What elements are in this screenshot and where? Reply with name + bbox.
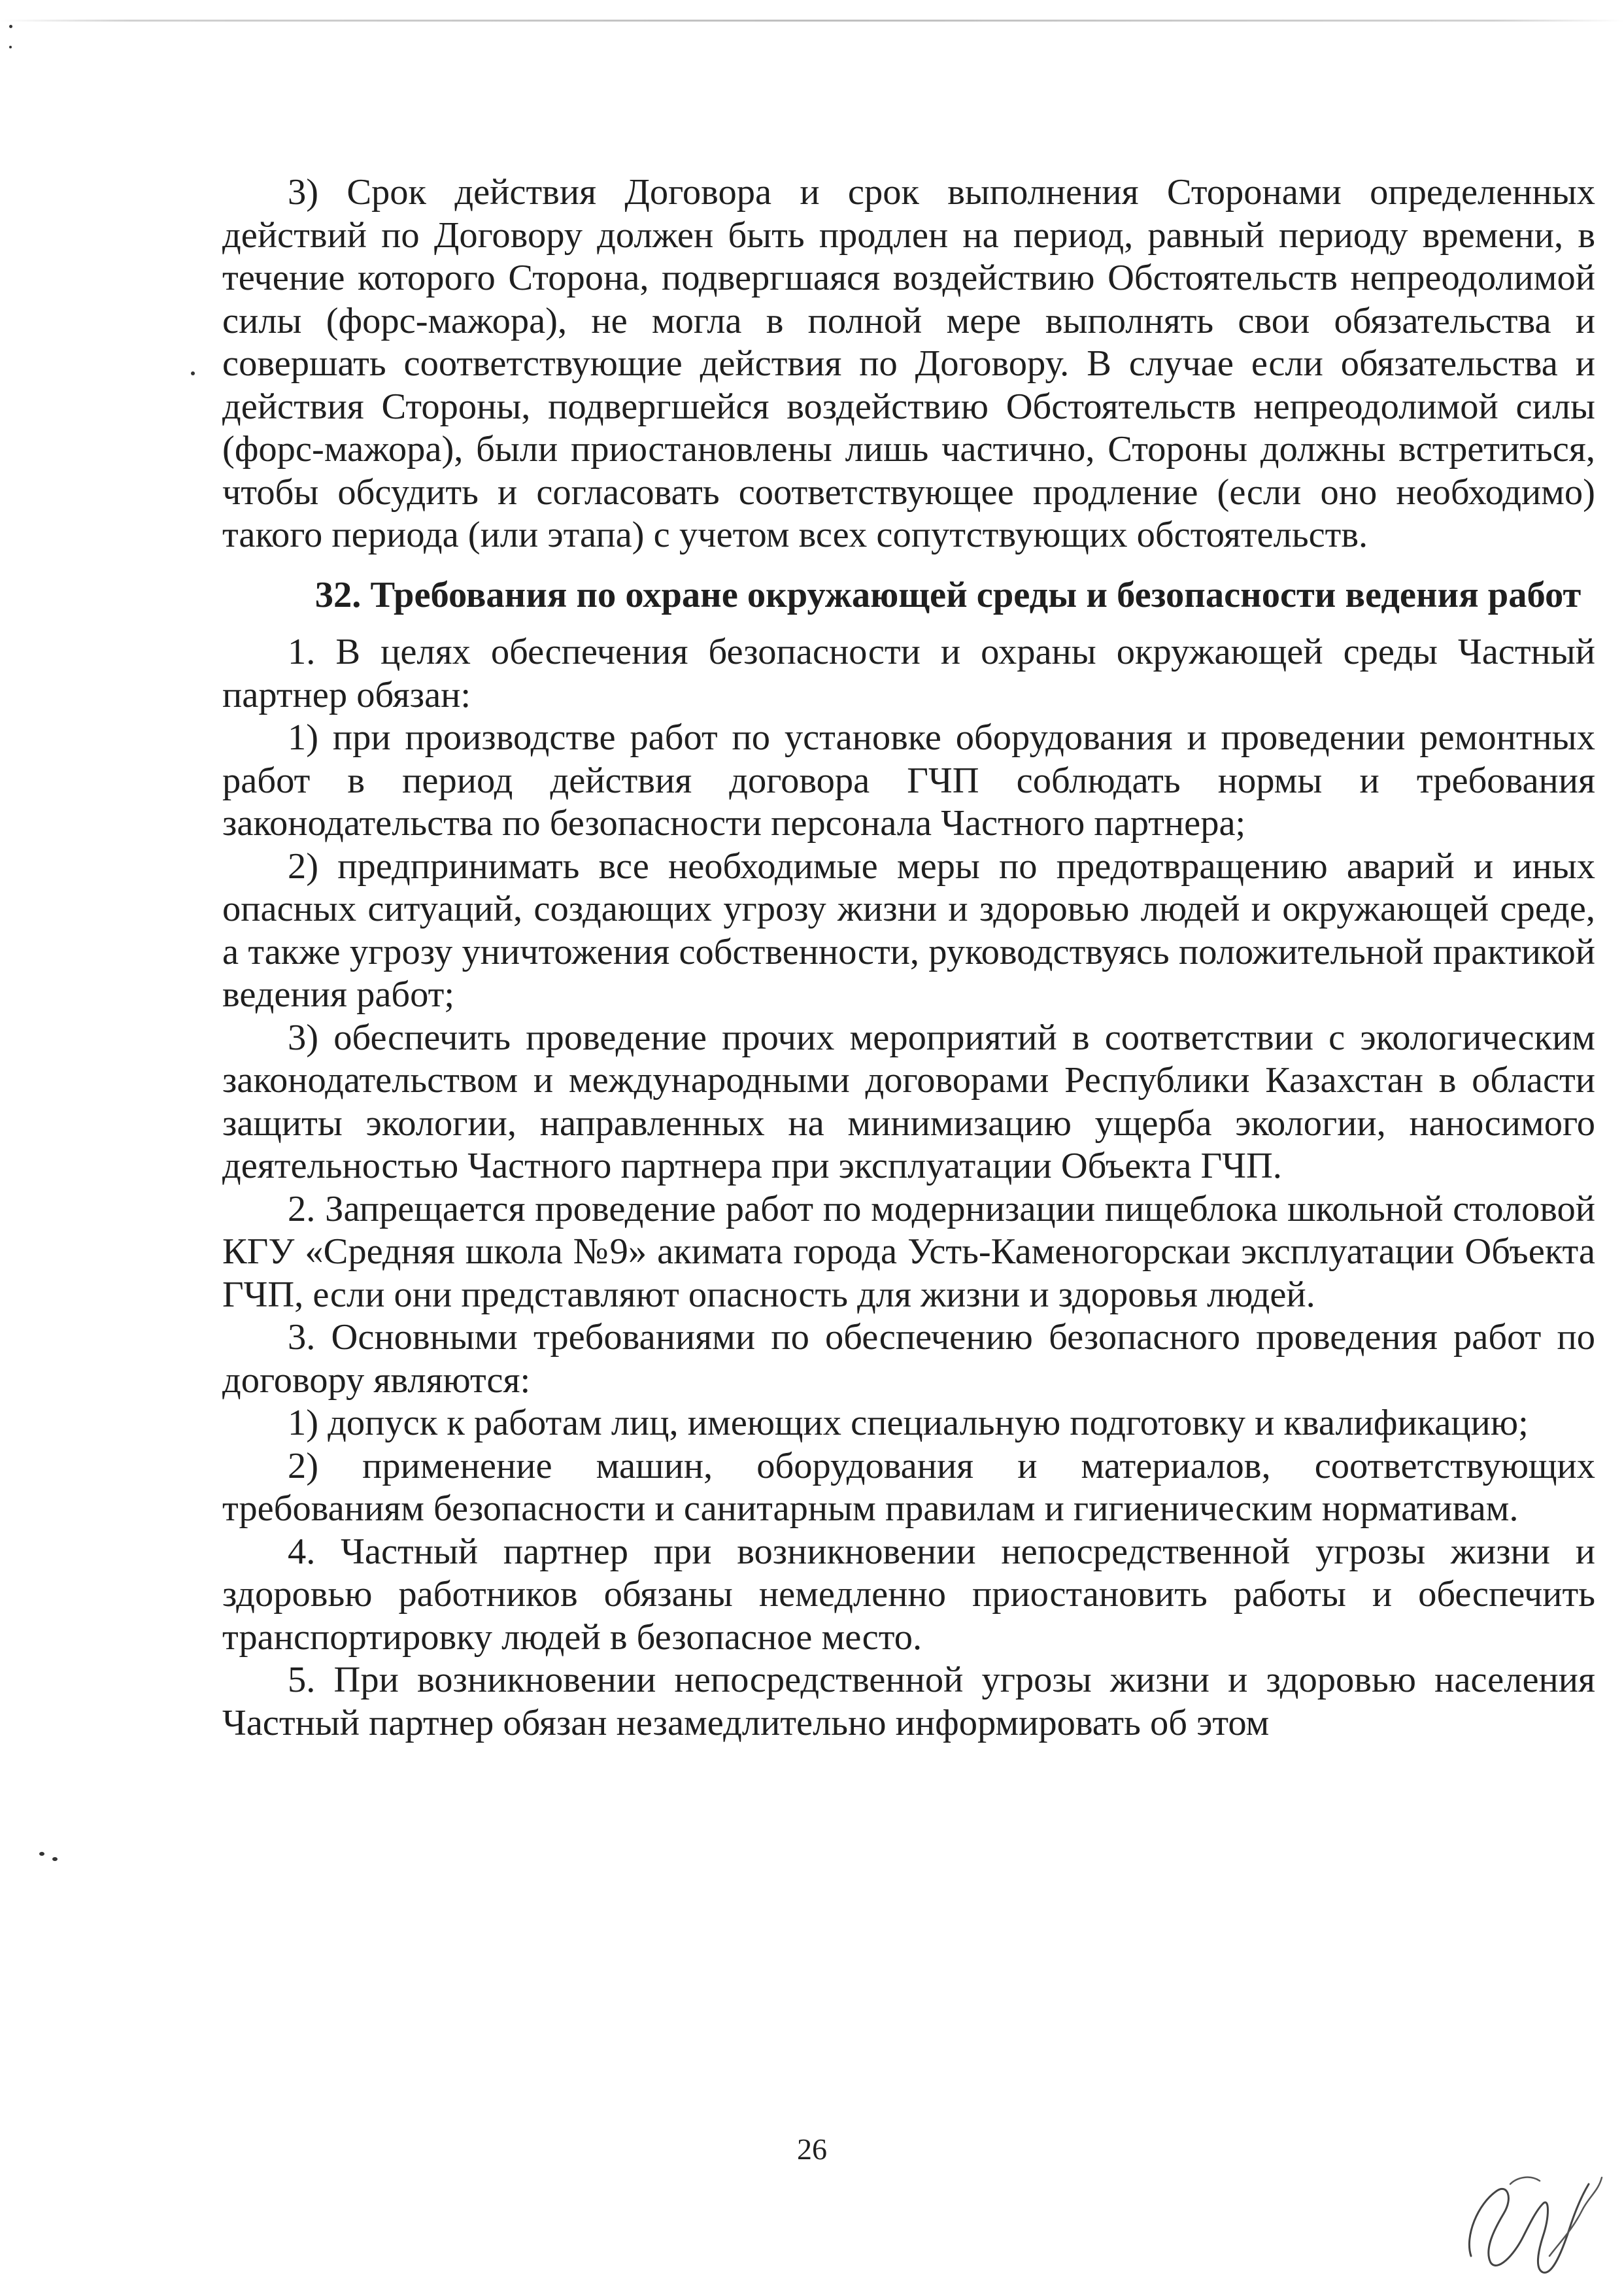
paragraph-force-majeure-3: 3) Срок действия Договора и срок выполнения Сторонами определенных действий по Договору должен быть продлен на период, равный периоду времени, в течение которого Сторона, подвергшаяся воздействию Обстоятельств непреодолимой силы (форс-мажора), не могла в полной мере выполнять свои обязательства и совершать соответствующие действия по Договору. В случае если обязательства и действия Стороны, подвергшейся воздействию Обстоятельств непреодолимой силы (форс-мажора), были приостановлены лишь частично, Стороны должны встретиться, чтобы обсудить и согласовать соответствующее продление (если оно необходимо) такого периода (или этапа) с учетом всех сопутствующих обстоятельств. bbox=[222, 172, 1595, 555]
document-page bbox=[222, 171, 1595, 1745]
page-number: 26 bbox=[797, 2132, 827, 2166]
scan-edge-line bbox=[0, 20, 1624, 22]
paragraph: 4. Частный партнер при возникновении непосредственной угрозы жизни и здоровью работников обязаны немедленно приостановить работы и обеспечить транспортировку людей в безопасное место. bbox=[222, 1531, 1595, 1658]
scan-speck bbox=[9, 46, 12, 48]
paragraph: 5. При возникновении непосредственной угрозы жизни и здоровью населения Частный партнер обязан незамедлительно информировать об этом bbox=[222, 1660, 1595, 1743]
section-heading: 32. Требования по охране окружающей среды и безопасности ведения работ bbox=[314, 574, 1582, 615]
paragraph: 2) предпринимать все необходимые меры по предотвращению аварий и иных опасных ситуаций, создающих угрозу жизни и здоровью людей и окружающей среде, а также угрозу уничтожения собственности, руководствуясь положительной практикой ведения работ; bbox=[222, 846, 1595, 1015]
paragraph: 1) допуск к работам лиц, имеющих специальную подготовку и квалификацию; bbox=[288, 1403, 1529, 1443]
scan-speck bbox=[9, 25, 12, 28]
paragraph: 3. Основными требованиями по обеспечению безопасного проведения работ по договору являются: bbox=[222, 1317, 1595, 1401]
scan-speck bbox=[39, 1852, 44, 1856]
paragraph: 1. В целях обеспечения безопасности и охраны окружающей среды Частный партнер обязан: bbox=[222, 632, 1595, 715]
paragraph: 1) при производстве работ по установке оборудования и проведении ремонтных работ в период действия договора ГЧП соблюдать нормы и требования законодательства по безопасности персонала Частного партнера; bbox=[222, 717, 1595, 844]
handwritten-signature-icon bbox=[1451, 2158, 1608, 2289]
scan-speck bbox=[191, 371, 195, 375]
scan-speck bbox=[52, 1857, 58, 1861]
paragraph: 3) обеспечить проведение прочих мероприятий в соответствии с экологическим законодательством и международными договорами Республики Казахстан в области защиты экологии, направленных на минимизацию ущерба экологии, наносимого деятельностью Частного партнера при эксплуатации Объекта ГЧП. bbox=[222, 1017, 1595, 1186]
paragraph: 2. Запрещается проведение работ по модернизации пищеблока школьной столовой КГУ «Средняя школа №9» акимата города Усть-Каменогорскаи эксплуатации Объекта ГЧП, если они представляют опасность для жизни и здоровья людей. bbox=[222, 1188, 1595, 1315]
paragraph: 2) применение машин, оборудования и материалов, соответствующих требованиям безопасности и санитарным правилам и гигиеническим нормативам. bbox=[222, 1445, 1595, 1529]
